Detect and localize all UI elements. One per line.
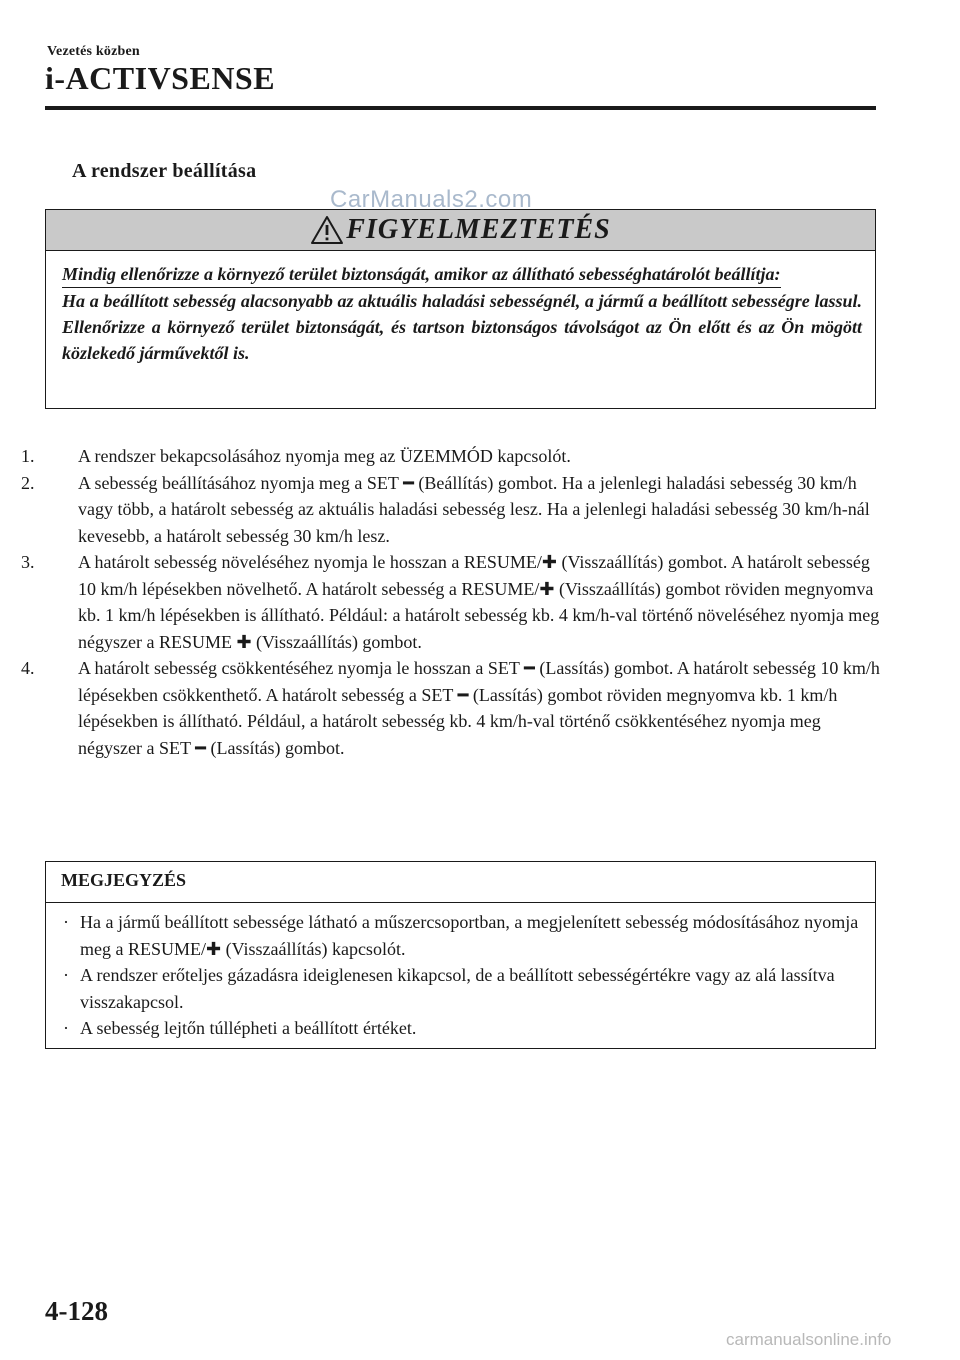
warning-box (45, 209, 876, 409)
step-text: A rendszer bekapcsolásához nyomja meg az ÜZEMMÓD kapcsolót. (78, 446, 571, 466)
step-text: A határolt sebesség csökkentéséhez nyomja le hosszan a SET ━ (Lassítás) gombot. A határolt sebesség 10 km/h lépésekben csökkenthető. A határolt sebesség a SET ━ (Lassítás) gombot röviden megnyomva kb. 1 km/h lépésekben is állítható. Például, a határolt sebesség kb. 4 km/h-val történő csökkentéséhez nyomja meg négyszer a SET ━ (Lassítás) gombot. (78, 658, 880, 758)
step-text: A határolt sebesség növeléséhez nyomja le hosszan a RESUME/✚ (Visszaállítás) gombot. A határolt sebesség 10 km/h lépésekben növelhető. A határolt sebesség a RESUME/✚ (Visszaállítás) gombot röviden megnyomva kb. 1 km/h lépésekben is állítható. Például: a határolt sebesség kb. 4 km/h-val történő növeléséhez nyomja meg négyszer a RESUME ✚ (Visszaállítás) gombot. (78, 552, 880, 652)
watermark-bottom: carmanualsonline.info (726, 1330, 892, 1349)
section-title: i-ACTIVSENSE (45, 60, 276, 96)
note-text: Ha a jármű beállított sebessége látható a műszercsoportban, a megjelenített sebesség módosításához nyomja meg a RESUME/✚ (Visszaállítás) kapcsolót. (80, 912, 859, 959)
note-header (46, 862, 875, 903)
step-number: 2. (21, 472, 35, 493)
step-item (21, 443, 881, 470)
step-number: 4. (21, 658, 35, 678)
step-item (21, 549, 881, 655)
note-text: A sebesség lejtőn túllépheti a beállított értéket. (80, 1018, 417, 1038)
step-number: 1. (21, 446, 35, 466)
step-item (21, 470, 881, 550)
bullet: · (63, 965, 69, 985)
warning-header (46, 210, 875, 251)
bullet: · (63, 1018, 69, 1038)
section-kicker: Vezetés közben (47, 44, 140, 59)
step-number: 3. (21, 552, 35, 572)
step-item (21, 655, 881, 761)
subheading: A rendszer beállítása (72, 160, 257, 182)
note-item (61, 909, 861, 962)
warning-body (62, 261, 862, 366)
note-item (61, 1015, 861, 1042)
note-title: MEGJEGYZÉS (61, 870, 187, 890)
warning-title: FIGYELMEZTETÉS (346, 214, 611, 245)
warning-text: Ha a beállított sebesség alacsonyabb az aktuális haladási sebességnél, a jármű a beállított sebességre lassul. Ellenőrizze a környező terület biztonságát, és tartson biztonságos távolságot az Ön előtt és az Ön mögött közlekedő járművektől is. (62, 291, 862, 363)
note-item (61, 962, 861, 1015)
step-text: A sebesség beállításához nyomja meg a SET ━ (Beállítás) gombot. Ha a jelenlegi haladási sebesség 30 km/h vagy több, a határolt sebesség az aktuális haladási sebesség lesz. Ha a jelenlegi haladási sebesség 30 km/h-nál kevesebb, a határolt sebesség 30 km/h lesz. (78, 472, 870, 546)
watermark-top: CarManuals2.com (330, 186, 533, 213)
header-rule (45, 106, 876, 110)
page-number: 4-128 (45, 1296, 108, 1326)
note-text: A rendszer erőteljes gázadásra ideiglenesen kikapcsol, de a beállított sebességértékre vagy az alá lassítva visszakapcsol. (80, 965, 835, 1012)
warning-lead: Mindig ellenőrizze a környező terület biztonságát, amikor az állítható sebességhatárolót beállítja: (62, 261, 781, 288)
steps-list (21, 443, 881, 761)
note-list (61, 909, 861, 1042)
note-box (45, 861, 876, 1049)
bullet: · (63, 912, 69, 932)
warning-triangle-icon (310, 215, 344, 245)
